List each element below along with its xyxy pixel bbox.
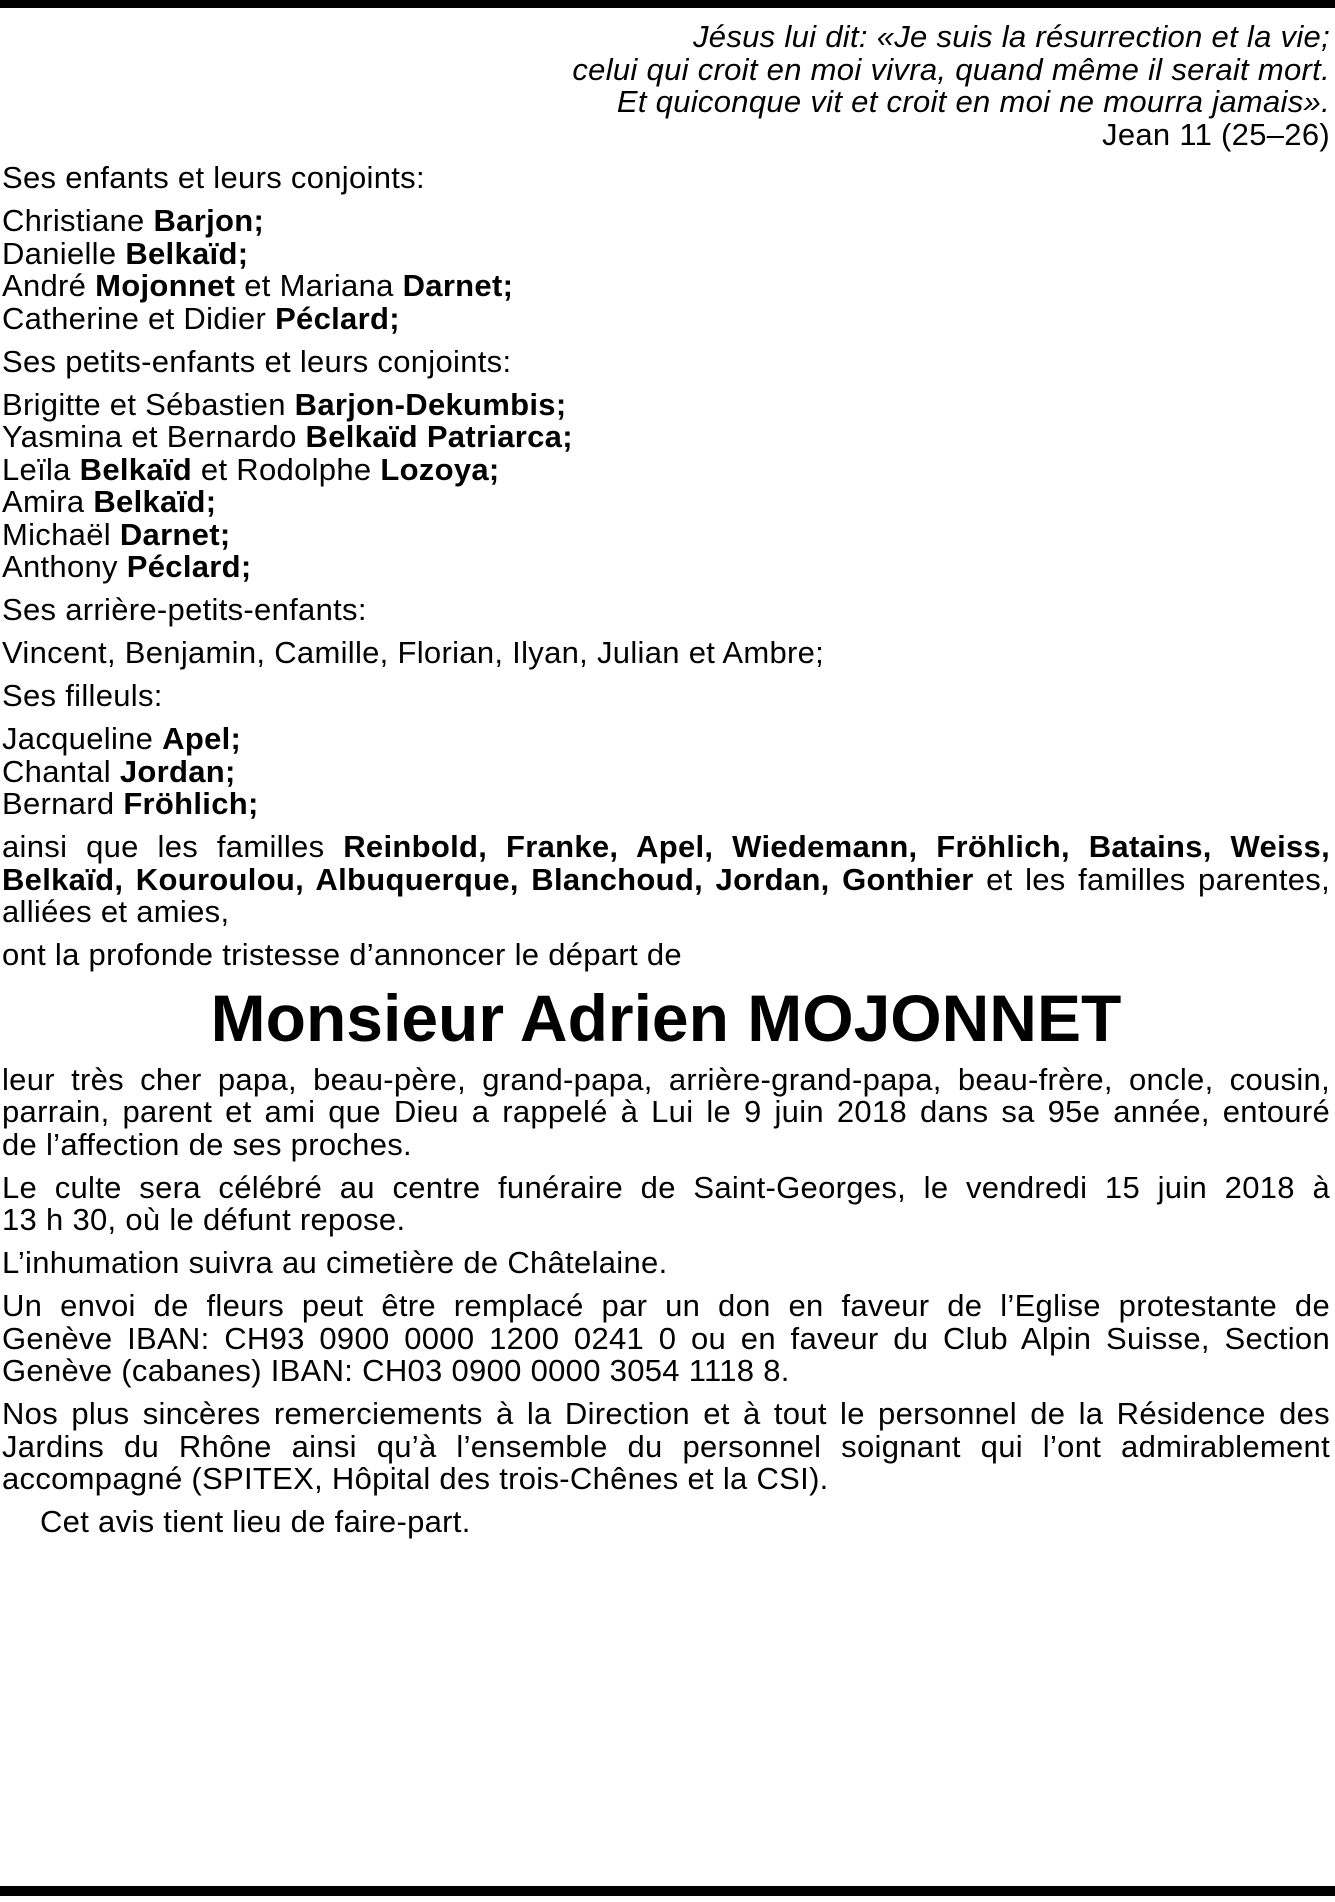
thanks-line: Jardins du Rhône ainsi qu’à l’ensemble du personnel soignant qui l’ont admirablement	[2, 1428, 1330, 1464]
family-name: Gonthier	[842, 861, 974, 897]
announcement-text: ont la profonde tristesse d’annoncer le départ de	[2, 937, 682, 972]
quote-line: celui qui croit en moi vivra, quand même il serait mort.	[572, 51, 1330, 87]
thanks-line: Nos plus sincères remerciements à la Direction et à tout le personnel de la Résidence des	[2, 1396, 1330, 1431]
grandchild-entry	[2, 516, 1330, 552]
text-segment: Chantal	[2, 753, 120, 789]
family-name: Kouroulou,	[135, 861, 316, 897]
child-entry	[2, 235, 1330, 271]
children-list	[2, 205, 1330, 335]
top-rule	[0, 0, 1335, 8]
family-name: Barjon;	[153, 203, 265, 238]
family-name: Barjon-Dekumbis;	[294, 386, 567, 422]
families-paragraph	[2, 831, 1330, 929]
children-heading: Ses enfants et leurs conjoints:	[2, 160, 425, 195]
text-segment: et Mariana	[235, 268, 403, 303]
text-segment: Yasmina et Bernardo	[2, 419, 306, 454]
family-name: Darnet;	[402, 268, 514, 303]
text-segment: Catherine et Didier	[2, 300, 276, 336]
burial-paragraph: L’inhumation suivra au cimetière de Châtelaine.	[2, 1245, 668, 1280]
grandchildren-heading: Ses petits-enfants et leurs conjoints:	[2, 343, 512, 379]
family-name: Albuquerque,	[315, 861, 532, 897]
family-name: Weiss,	[1230, 829, 1330, 864]
thanks-line: accompagné (SPITEX, Hôpital des trois-Chênes et la CSI).	[2, 1461, 829, 1496]
text-segment: Michaël	[2, 516, 120, 552]
tribute-line: parrain, parent et ami que Dieu a rappelé à Lui le 9 juin 2018 dans sa 95e année, entouré	[2, 1094, 1330, 1129]
child-entry	[2, 300, 1330, 336]
great-grandchild-entry: Vincent, Benjamin, Camille, Florian, Ilyan, Julian et Ambre;	[2, 635, 825, 670]
quote-line: Et quiconque vit et croit en moi ne mourra jamais».	[616, 84, 1330, 119]
family-name: Jordan,	[715, 861, 843, 897]
donation-line: Genève IBAN: CH93 0900 0000 1200 0241 0 ou en faveur du Club Alpin Suisse, Section	[2, 1320, 1330, 1356]
bible-reference: Jean 11 (25–26)	[1102, 116, 1330, 152]
family-name: Franke,	[505, 829, 637, 864]
family-name: Batains,	[1088, 829, 1231, 864]
family-name: Belkaïd Patriarca;	[305, 419, 573, 454]
family-name: Apel;	[162, 721, 242, 756]
godchild-entry	[2, 788, 1330, 821]
grandchild-entry	[2, 421, 1330, 454]
text-segment: Leïla	[2, 451, 80, 487]
family-name: Fröhlich,	[936, 829, 1089, 864]
family-name: Reinbold,	[343, 829, 506, 864]
thanks-paragraph	[2, 1398, 1330, 1496]
grandchild-entry	[2, 486, 1330, 519]
quote-text	[2, 21, 1330, 119]
text-segment: Christiane	[2, 203, 154, 238]
family-name: Belkaïd,	[2, 861, 136, 897]
text-segment: Brigitte et Sébastien	[2, 386, 295, 422]
family-name: Péclard;	[275, 300, 400, 336]
deceased-name: Monsieur Adrien MOJONNET	[210, 980, 1122, 1055]
family-name: Blanchoud,	[531, 861, 716, 897]
text-segment: Jacqueline	[2, 721, 163, 756]
closing-text: Cet avis tient lieu de faire-part.	[40, 1504, 471, 1539]
quote-line: Jésus lui dit: «Je suis la résurrection et la vie;	[693, 19, 1330, 54]
bible-quote	[2, 21, 1330, 151]
child-entry	[2, 205, 1330, 238]
notice-body	[2, 21, 1330, 1539]
family-name: Belkaïd	[79, 451, 193, 487]
service-paragraph	[2, 1169, 1330, 1237]
family-name: Belkaïd;	[125, 235, 249, 271]
text-segment: Anthony	[2, 549, 127, 584]
families-line	[2, 831, 1330, 864]
family-name: Jordan;	[119, 753, 236, 789]
donation-line: Un envoi de fleurs peut être remplacé par un don en faveur de l’Eglise protestante de	[2, 1288, 1330, 1323]
family-name: Mojonnet	[95, 268, 236, 303]
godchild-entry	[2, 753, 1330, 789]
grandchild-entry	[2, 551, 1330, 584]
donation-line: Genève (cabanes) IBAN: CH03 0900 0000 3054 1118 8.	[2, 1353, 790, 1388]
family-name: Belkaïd;	[93, 484, 217, 519]
text-segment: Bernard	[2, 786, 124, 821]
donation-paragraph	[2, 1290, 1330, 1388]
family-name: Apel,	[636, 829, 733, 864]
child-entry	[2, 270, 1330, 303]
godchildren-heading: Ses filleuls:	[2, 678, 163, 713]
bottom-rule	[0, 1886, 1335, 1896]
tribute-line: de l’affection de ses proches.	[2, 1126, 412, 1162]
text-segment: Amira	[2, 484, 94, 519]
families-line	[2, 861, 1330, 897]
tribute-paragraph	[2, 1061, 1330, 1162]
family-name: Lozoya;	[380, 451, 500, 487]
great-grandchildren-heading: Ses arrière-petits-enfants:	[2, 592, 367, 627]
service-line: Le culte sera célébré au centre funéraire de Saint-Georges, le vendredi 15 juin 2018 à	[2, 1169, 1330, 1205]
family-name: Darnet;	[119, 516, 231, 552]
family-name: Péclard;	[126, 549, 252, 584]
text-segment: ainsi que les familles	[2, 829, 344, 864]
text-segment: Danielle	[2, 235, 126, 271]
godchild-entry	[2, 723, 1330, 756]
tribute-line: leur très cher papa, beau-père, grand-papa, arrière-grand-papa, beau-frère, oncle, cousin,	[2, 1061, 1330, 1097]
families-line: alliées et amies,	[2, 894, 230, 929]
text-segment: et Rodolphe	[192, 451, 381, 487]
great-grandchildren-list	[2, 637, 1330, 670]
family-name: Fröhlich;	[123, 786, 259, 821]
grandchild-entry	[2, 386, 1330, 422]
grandchildren-list	[2, 386, 1330, 584]
text-segment: André	[2, 268, 96, 303]
grandchild-entry	[2, 451, 1330, 487]
godchildren-list	[2, 723, 1330, 821]
service-line: 13 h 30, où le défunt repose.	[2, 1202, 406, 1237]
text-segment: et les familles parentes,	[973, 861, 1330, 897]
family-name: Wiedemann,	[732, 829, 937, 864]
